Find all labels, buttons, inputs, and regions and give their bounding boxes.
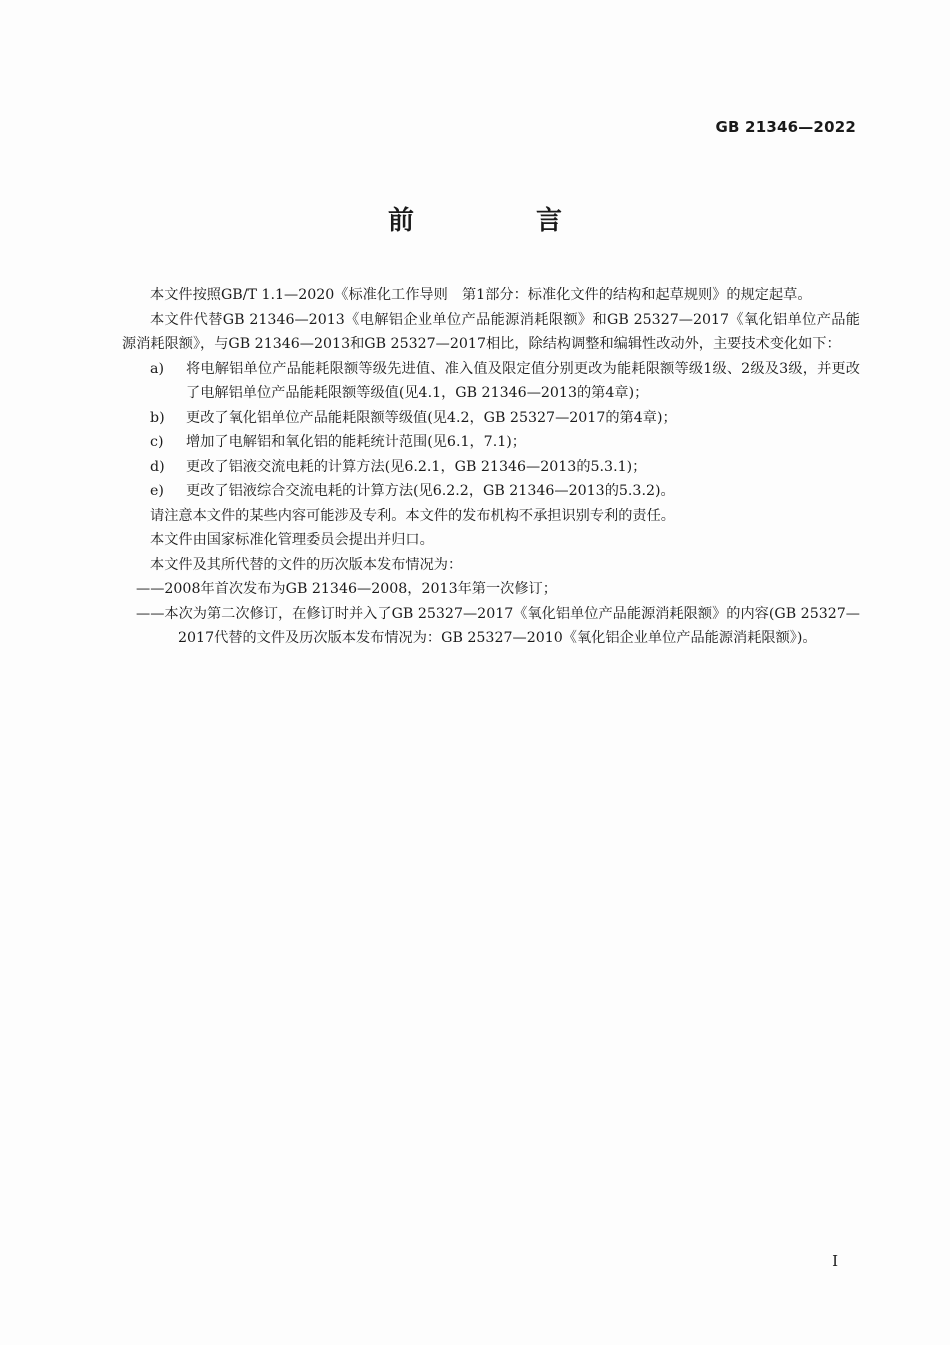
list-item-text: 将电解铝单位产品能耗限额等级先进值、准入值及限定值分别更改为能耗限额等级1级、2级及3级，并更改了电解铝单位产品能耗限额等级值(见4.1，GB 21346—2013的第4章)；	[186, 360, 860, 401]
changes-list	[122, 357, 860, 504]
list-item-text: 增加了电解铝和氧化铝的能耗统计范围(见6.1，7.1)；	[186, 434, 526, 450]
list-item-text: 更改了铝液交流电耗的计算方法(见6.2.1，GB 21346—2013的5.3.1)；	[186, 458, 647, 475]
history-item: ——本次为第二次修订，在修订时并入了GB 25327—2017《氧化铝单位产品能源消耗限额》的内容(GB 25327—2017代替的文件及历次版本发布情况为：GB 25327—2010《氧化铝企业单位产品能源消耗限额》)。	[136, 605, 860, 646]
paragraph-replacement: 本文件代替GB 21346—2013《电解铝企业单位产品能源消耗限额》和GB 25327—2017《氧化铝单位产品能源消耗限额》，与GB 21346—2013和GB 25327—2017相比，除结构调整和编辑性改动外，主要技术变化如下：	[122, 311, 860, 352]
page-title: 前 言	[387, 206, 610, 236]
list-item-text: 更改了铝液综合交流电耗的计算方法(见6.2.2，GB 21346—2013的5.3.2)。	[186, 483, 675, 499]
list-item-label: e)	[150, 483, 164, 499]
standard-number: GB 21346—2022	[715, 118, 856, 136]
list-item	[122, 406, 860, 431]
list-item	[122, 430, 860, 455]
list-item-label: a)	[150, 360, 164, 377]
list-item-label: b)	[150, 409, 165, 426]
document-body	[122, 283, 860, 651]
paragraph-history-intro: 本文件及其所代替的文件的历次版本发布情况为：	[150, 556, 463, 573]
list-item-label: d)	[150, 458, 165, 475]
list-item-label: c)	[150, 434, 164, 450]
paragraph-drafting-rules: 本文件按照GB/T 1.1—2020《标准化工作导则 第1部分：标准化文件的结构和起草规则》的规定起草。	[150, 287, 812, 303]
history-item: ——2008年首次发布为GB 21346—2008，2013年第一次修订；	[136, 581, 557, 597]
list-item-text: 更改了氧化铝单位产品能耗限额等级值(见4.2，GB 25327—2017的第4章)；	[186, 409, 677, 426]
history-list	[122, 577, 860, 651]
page-number: I	[832, 1252, 838, 1270]
list-item	[122, 357, 860, 406]
list-item	[122, 455, 860, 480]
paragraph-proposer: 本文件由国家标准化管理委员会提出并归口。	[150, 532, 434, 548]
list-item	[122, 479, 860, 504]
paragraph-patent-notice: 请注意本文件的某些内容可能涉及专利。本文件的发布机构不承担识别专利的责任。	[150, 507, 675, 524]
